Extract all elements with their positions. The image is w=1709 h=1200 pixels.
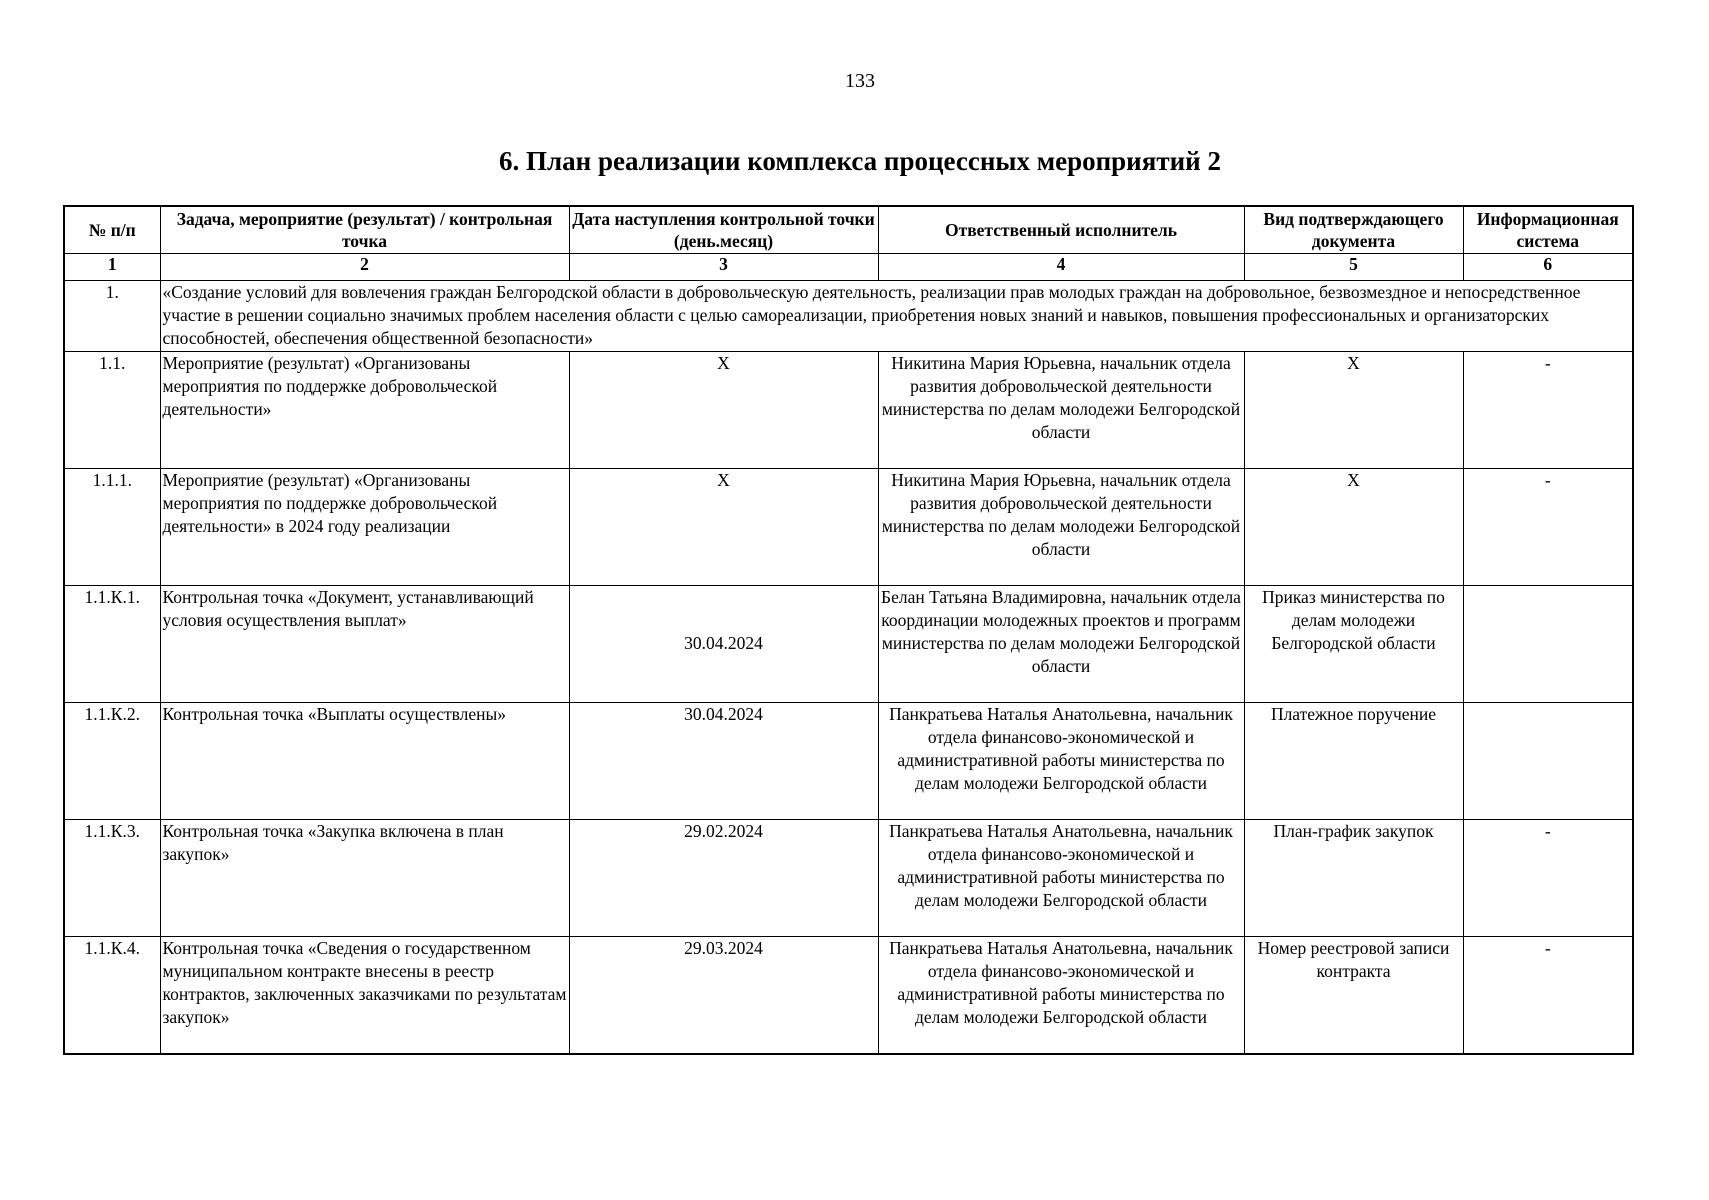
row-name: Мероприятие (результат) «Организованы мероприятия по поддержке добровольческой деятельности»: [160, 351, 569, 468]
table-row: [64, 351, 1633, 468]
task-row: [64, 280, 1633, 351]
task-number: 1.: [64, 280, 160, 351]
column-numbers-row: [64, 253, 1633, 280]
task-text: «Создание условий для вовлечения граждан Белгородской области в добровольческую деятельность, реализации прав молодых граждан на добровольное, безвозмездное и непосредственное участие в решении социально значимых проблем населения области с целью самореализации, приобретения новых знаний и навыков, повышения профессиональных и организаторских способностей, обеспечения общественной безопасности»: [160, 280, 1633, 351]
header-date: Дата наступления контрольной точки (день.месяц): [569, 206, 878, 253]
row-number: 1.1.1.: [64, 468, 160, 585]
row-date: 29.02.2024: [569, 819, 878, 936]
column-number: 6: [1463, 253, 1633, 280]
row-executor: Белан Татьяна Владимировна, начальник отдела координации молодежных проектов и программ министерства по делам молодежи Белгородской области: [878, 585, 1244, 702]
row-date: X: [569, 468, 878, 585]
row-system: -: [1463, 351, 1633, 468]
table-row: [64, 468, 1633, 585]
column-number: 2: [160, 253, 569, 280]
header-document: Вид подтверждающего документа: [1244, 206, 1463, 253]
column-number: 1: [64, 253, 160, 280]
row-executor: Панкратьева Наталья Анатольевна, начальник отдела финансово-экономической и административной работы министерства по делам молодежи Белгородской области: [878, 819, 1244, 936]
header-system: Информационная система: [1463, 206, 1633, 253]
column-number: 5: [1244, 253, 1463, 280]
page-number: 133: [845, 70, 875, 92]
header-number: № п/п: [64, 206, 160, 253]
row-number: 1.1.К.4.: [64, 936, 160, 1054]
column-number: 3: [569, 253, 878, 280]
row-executor: Панкратьева Наталья Анатольевна, начальник отдела финансово-экономической и административной работы министерства по делам молодежи Белгородской области: [878, 702, 1244, 819]
row-date: X: [569, 351, 878, 468]
table-row: [64, 702, 1633, 819]
header-executor: Ответственный исполнитель: [878, 206, 1244, 253]
row-number: 1.1.К.2.: [64, 702, 160, 819]
row-system: [1463, 702, 1633, 819]
row-system: -: [1463, 936, 1633, 1054]
row-system: [1463, 585, 1633, 702]
row-date: 30.04.2024: [569, 702, 878, 819]
row-document: Номер реестровой записи контракта: [1244, 936, 1463, 1054]
row-system: -: [1463, 819, 1633, 936]
row-executor: Никитина Мария Юрьевна, начальник отдела развития добровольческой деятельности министерства по делам молодежи Белгородской области: [878, 351, 1244, 468]
row-document: X: [1244, 351, 1463, 468]
row-date: 30.04.2024: [569, 585, 878, 702]
row-number: 1.1.К.3.: [64, 819, 160, 936]
row-document: Приказ министерства по делам молодежи Белгородской области: [1244, 585, 1463, 702]
table-row: [64, 819, 1633, 936]
row-name: Контрольная точка «Выплаты осуществлены»: [160, 702, 569, 819]
page-title: 6. План реализации комплекса процессных мероприятий 2: [499, 146, 1221, 176]
implementation-plan-table: [63, 205, 1634, 1055]
header-row: [64, 206, 1633, 253]
row-name: Контрольная точка «Документ, устанавливающий условия осуществления выплат»: [160, 585, 569, 702]
row-number: 1.1.К.1.: [64, 585, 160, 702]
row-date: 29.03.2024: [569, 936, 878, 1054]
row-document: План-график закупок: [1244, 819, 1463, 936]
row-document: X: [1244, 468, 1463, 585]
header-task: Задача, мероприятие (результат) / контрольная точка: [160, 206, 569, 253]
column-number: 4: [878, 253, 1244, 280]
row-name: Контрольная точка «Закупка включена в план закупок»: [160, 819, 569, 936]
table-row: [64, 936, 1633, 1054]
row-document: Платежное поручение: [1244, 702, 1463, 819]
row-executor: Никитина Мария Юрьевна, начальник отдела развития добровольческой деятельности министерства по делам молодежи Белгородской области: [878, 468, 1244, 585]
table-row: [64, 585, 1633, 702]
row-name: Мероприятие (результат) «Организованы мероприятия по поддержке добровольческой деятельности» в 2024 году реализации: [160, 468, 569, 585]
row-name: Контрольная точка «Сведения о государственном муниципальном контракте внесены в реестр контрактов, заключенных заказчиками по результатам закупок»: [160, 936, 569, 1054]
row-number: 1.1.: [64, 351, 160, 468]
row-executor: Панкратьева Наталья Анатольевна, начальник отдела финансово-экономической и административной работы министерства по делам молодежи Белгородской области: [878, 936, 1244, 1054]
row-system: -: [1463, 468, 1633, 585]
